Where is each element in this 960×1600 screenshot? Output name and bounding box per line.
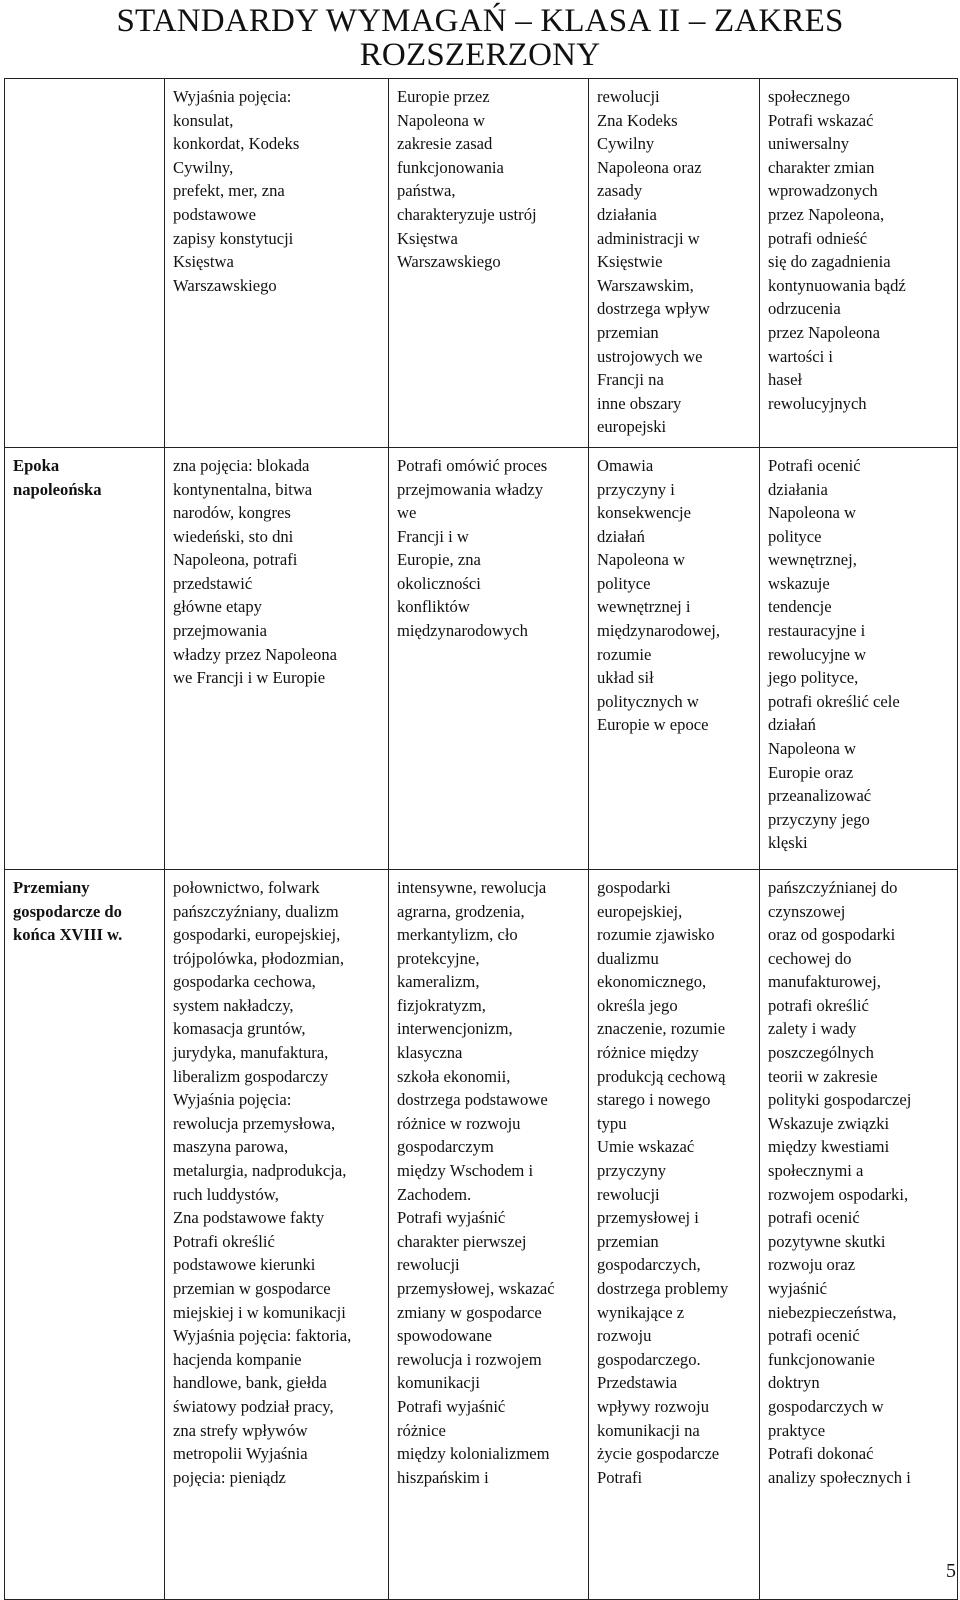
requirement-cell [589, 79, 760, 448]
table-row [5, 447, 958, 869]
requirement-text: Potrafi ocenić działania Napoleona w polityce wewnętrznej, wskazuje tendencje restauracyjne i rewolucyjne w jego polityce, potrafi określić cele działań Napoleona w Europie oraz przeanalizować przyczyny jego klęski [768, 455, 900, 853]
requirement-text: połownictwo, folwark pańszczyźniany, dualizm gospodarki, europejskiej, trójpolówka, płodozmian, gospodarka cechowa, system nakładczy, komasacja gruntów, jurydyka, manufaktura, liberalizm gospodarczy Wyjaśnia pojęcia: rewolucja przemysłowa, maszyna parowa, metalurgia, nadprodukcja, ruch luddystów, Zna podstawowe fakty Potrafi określić podstawowe kierunki przemian w gospodarce miejskiej i w komunikacji Wyjaśnia pojęcia: faktoria, hacjenda kompanie handlowe, bank, giełda światowy podział pracy, zna strefy wpływów metropolii Wyjaśnia pojęcia: pieniądz [173, 877, 352, 1487]
requirement-cell [389, 869, 589, 1599]
requirement-text: Europie przez Napoleona w zakresie zasad funkcjonowania państwa, charakteryzuje ustrój Księstwa Warszawskiego [397, 87, 537, 272]
requirement-cell [760, 79, 958, 448]
requirement-text: pańszczyźnianej do czynszowej oraz od gospodarki cechowej do manufakturowej, potrafi określić zalety i wady poszczególnych teorii w zakresie polityki gospodarczej Wskazuje związki między kwestiami społecznymi a rozwojem ospodarki, potrafi ocenić pozytywne skutki rozwoju oraz wyjaśnić niebezpieczeństwa, potrafi ocenić funkcjonowanie doktryn gospodarczych w praktyce Potrafi dokonać analizy społecznych i [768, 877, 912, 1487]
page-title [0, 4, 960, 72]
requirement-text: Omawia przyczyny i konsekwencje działań Napoleona w polityce wewnętrznej i międzynarodowej, rozumie układ sił politycznych w Europie w epoce [597, 455, 721, 735]
requirement-text: gospodarki europejskiej, rozumie zjawisko dualizmu ekonomicznego, określa jego znaczenie, rozumie różnice między produkcją cechową starego i nowego typu Umie wskazać przyczyny rewolucji przemysłowej i przemian gospodarczych, dostrzega problemy wynikające z rozwoju gospodarczego. Przedstawia wpływy rozwoju komunikacji na życie gospodarcze Potrafi [597, 877, 729, 1487]
table-row [5, 869, 958, 1599]
requirement-cell [165, 79, 389, 448]
standards-table [4, 78, 958, 1600]
topic-cell [5, 79, 165, 448]
requirement-text: zna pojęcia: blokada kontynentalna, bitwa narodów, kongres wiedeński, sto dni Napoleona, potrafi przedstawić główne etapy przejmowania władzy przez Napoleona we Francji i w Europie [173, 455, 338, 688]
topic-text: Przemiany gospodarcze do końca XVIII w. [13, 877, 123, 945]
topic-cell [5, 869, 165, 1599]
table-row [5, 79, 958, 448]
requirement-text: społecznego Potrafi wskazać uniwersalny charakter zmian wprowadzonych przez Napoleona, potrafi odnieść się do zagadnienia kontynuowania bądź odrzucenia przez Napoleona wartości i haseł rewolucyjnych [768, 87, 906, 413]
topic-cell [5, 447, 165, 869]
requirement-text: Wyjaśnia pojęcia: konsulat, konkordat, Kodeks Cywilny, prefekt, mer, zna podstawowe zapisy konstytucji Księstwa Warszawskiego [173, 87, 300, 295]
requirement-cell [165, 447, 389, 869]
requirement-text: Potrafi omówić proces przejmowania władzy we Francji i w Europie, zna okoliczności konfliktów międzynarodowych [397, 455, 548, 641]
requirement-text: rewolucji Zna Kodeks Cywilny Napoleona oraz zasady działania administracji w Księstwie Warszawskim, dostrzega wpływ przemian ustrojowych we Francji na inne obszary europejski [597, 87, 710, 437]
page-number: 5 [946, 1560, 956, 1582]
requirement-cell [760, 447, 958, 869]
requirement-cell [165, 869, 389, 1599]
requirement-cell [389, 447, 589, 869]
page-title-text: STANDARDY WYMAGAŃ – KLASA II – ZAKRES ROZSZERZONY [116, 3, 844, 73]
requirement-cell [589, 869, 760, 1599]
requirement-text: intensywne, rewolucja agrarna, grodzenia, merkantylizm, cło protekcyjne, kameralizm, fizjokratyzm, interwencjonizm, klasyczna szkoła ekonomii, dostrzega podstawowe różnice w rozwoju gospodarczym między Wschodem i Zachodem. Potrafi wyjaśnić charakter pierwszej rewolucji przemysłowej, wskazać zmiany w gospodarce spowodowane rewolucja i rozwojem komunikacji Potrafi wyjaśnić różnice między kolonializmem hiszpańskim i [397, 877, 555, 1487]
requirement-cell [389, 79, 589, 448]
topic-text: Epoka napoleońska [13, 455, 102, 499]
requirement-cell [760, 869, 958, 1599]
requirement-cell [589, 447, 760, 869]
